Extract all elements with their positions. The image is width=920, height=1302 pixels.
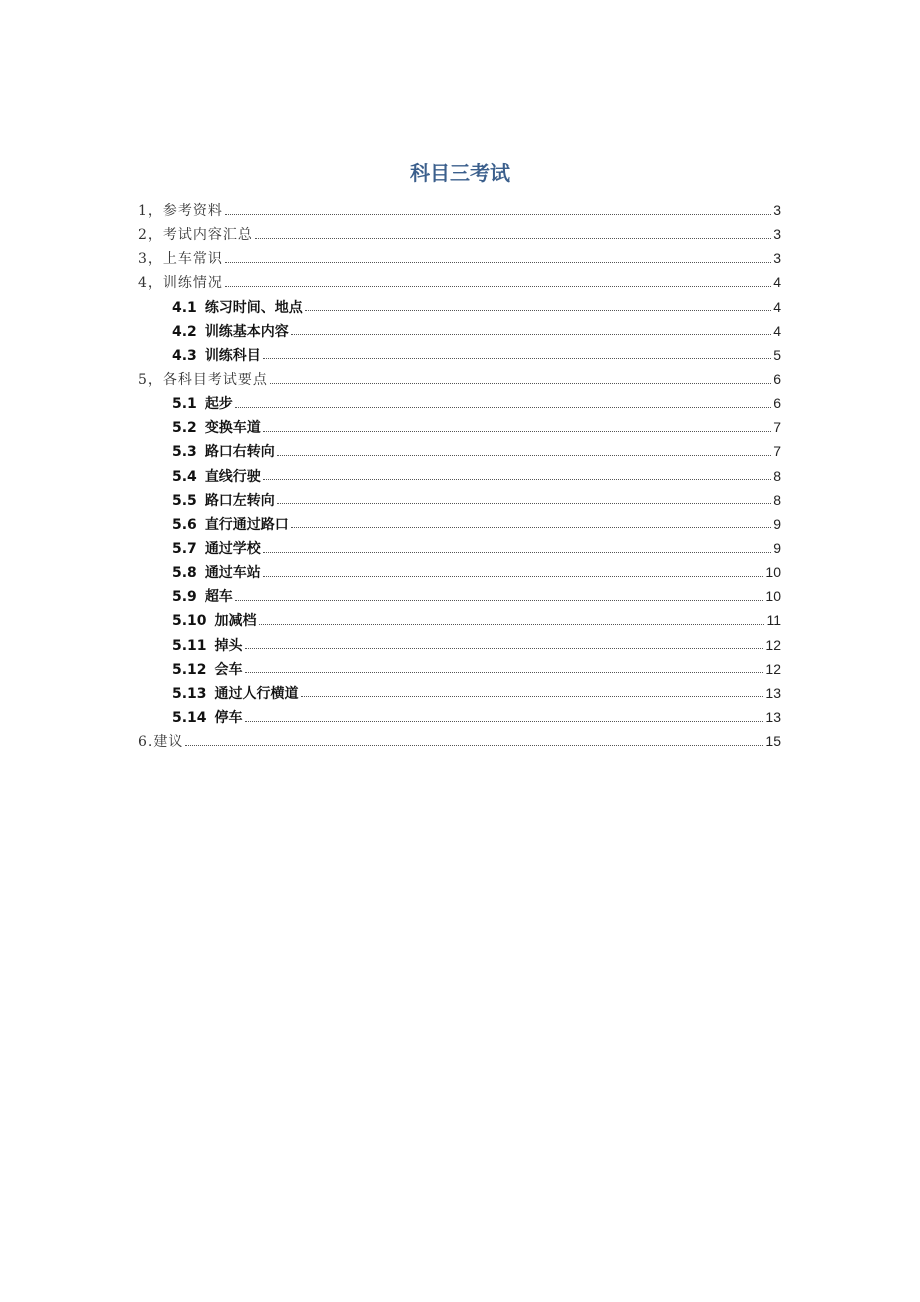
- toc-entry[interactable]: [138, 439, 781, 463]
- toc-entry[interactable]: [138, 415, 781, 439]
- toc-entry[interactable]: [138, 464, 781, 488]
- toc-entry-title: 直行通过路口: [204, 516, 289, 533]
- toc-entry-title: 训练情况: [162, 275, 223, 292]
- toc-page-number: 12: [765, 636, 781, 653]
- toc-entry[interactable]: [138, 512, 781, 536]
- toc-page-number: 6: [773, 395, 781, 412]
- toc-page-number: 3: [773, 202, 781, 218]
- toc-entry[interactable]: [138, 246, 781, 270]
- toc-entry-title: 直线行驶: [204, 468, 261, 485]
- toc-page-number: 9: [773, 539, 781, 556]
- toc-entry-number: 4.2: [172, 323, 197, 340]
- toc-entry-number: 5.5: [172, 492, 197, 509]
- toc-entry-number: 5.4: [172, 468, 197, 485]
- toc-dot-leader: [305, 310, 771, 311]
- toc-page-number: 13: [765, 708, 781, 725]
- toc-dot-leader: [263, 431, 771, 432]
- toc-entry-number: 5.7: [172, 540, 197, 557]
- toc-dot-leader: [277, 455, 771, 456]
- document-title: 科目三考试: [410, 161, 510, 185]
- toc-entry-number: 6.: [138, 734, 154, 751]
- toc-dot-leader: [263, 552, 771, 553]
- toc-entry-title: 加减档: [214, 613, 257, 630]
- toc-entry[interactable]: [138, 633, 781, 657]
- toc-entry-number: 4.1: [172, 299, 197, 316]
- toc-entry-title: 上车常识: [162, 251, 223, 268]
- toc-entry-title: 掉头: [214, 637, 243, 654]
- toc-entry-number: 5.14: [172, 709, 207, 726]
- toc-entry-title: 路口右转向: [204, 444, 275, 461]
- toc-entry-title: 各科目考试要点: [162, 371, 268, 388]
- toc-entry-number: 5.12: [172, 661, 207, 678]
- toc-page-number: 4: [773, 298, 781, 315]
- toc-entry[interactable]: [138, 391, 781, 415]
- toc-entry-number: 5.3: [172, 444, 197, 461]
- toc-entry-title: 路口左转向: [204, 492, 275, 509]
- toc-entry-title: 训练科目: [204, 347, 261, 364]
- toc-page-number: 10: [765, 564, 781, 581]
- toc-dot-leader: [235, 407, 771, 408]
- toc-page-number: 6: [773, 370, 781, 387]
- toc-entry-title: 通过学校: [204, 540, 261, 557]
- toc-page-number: 8: [773, 467, 781, 484]
- toc-dot-leader: [270, 383, 771, 384]
- toc-dot-leader: [301, 696, 764, 697]
- toc-page-number: 13: [765, 684, 781, 701]
- toc-entry-number: 4.3: [172, 347, 197, 364]
- toc-entry-number: 5.8: [172, 565, 197, 582]
- toc-entry-title: 通过车站: [204, 565, 261, 582]
- toc-entry[interactable]: [138, 608, 781, 632]
- toc-entry-title: 参考资料: [162, 203, 223, 219]
- toc-entry-title: 超车: [204, 589, 233, 606]
- toc-dot-leader: [245, 721, 764, 722]
- toc-entry-number: 5.10: [172, 613, 207, 630]
- toc-entry-number: 5.9: [172, 589, 197, 606]
- toc-dot-leader: [259, 624, 765, 625]
- toc-entry-number: 5.6: [172, 516, 197, 533]
- toc-page-number: 4: [773, 274, 781, 291]
- toc-entry[interactable]: [138, 681, 781, 705]
- toc-entry[interactable]: [138, 198, 781, 222]
- toc-entry-number: 2，: [138, 227, 163, 244]
- toc-dot-leader: [291, 527, 771, 528]
- toc-dot-leader: [255, 238, 771, 239]
- toc-page-number: 4: [773, 322, 781, 339]
- toc-entry-number: 1，: [138, 203, 163, 219]
- toc-dot-leader: [225, 214, 771, 215]
- toc-dot-leader: [277, 503, 771, 504]
- toc-page-number: 3: [773, 226, 781, 243]
- toc-entry-title: 停车: [214, 709, 243, 726]
- toc-dot-leader: [291, 334, 771, 335]
- table-of-contents: [138, 198, 781, 753]
- toc-entry-title: 通过人行横道: [214, 685, 299, 702]
- toc-dot-leader: [245, 648, 764, 649]
- toc-entry[interactable]: [138, 488, 781, 512]
- toc-page-number: 5: [773, 346, 781, 363]
- toc-entry[interactable]: [138, 560, 781, 584]
- toc-dot-leader: [263, 358, 771, 359]
- toc-page-number: 10: [765, 588, 781, 605]
- toc-entry-title: 起步: [204, 396, 233, 413]
- toc-entry[interactable]: [138, 729, 781, 753]
- toc-entry-title: 练习时间、地点: [204, 299, 303, 316]
- toc-entry[interactable]: [138, 343, 781, 367]
- toc-entry[interactable]: [138, 270, 781, 294]
- toc-entry[interactable]: [138, 536, 781, 560]
- toc-entry[interactable]: [138, 584, 781, 608]
- toc-dot-leader: [245, 672, 764, 673]
- toc-entry-number: 5，: [138, 371, 163, 388]
- toc-dot-leader: [185, 745, 763, 746]
- toc-page-number: 11: [766, 612, 781, 629]
- toc-entry[interactable]: [138, 657, 781, 681]
- toc-entry-number: 5.11: [172, 637, 207, 654]
- toc-entry-title: 考试内容汇总: [162, 227, 253, 244]
- toc-page-number: 12: [765, 660, 781, 677]
- toc-entry-title: 变换车道: [204, 420, 261, 437]
- toc-entry[interactable]: [138, 222, 781, 246]
- toc-page-number: 7: [773, 443, 781, 460]
- toc-entry-number: 4，: [138, 275, 163, 292]
- toc-entry[interactable]: [138, 705, 781, 729]
- toc-entry-number: 5.1: [172, 396, 197, 413]
- toc-entry[interactable]: [138, 319, 781, 343]
- toc-page-number: 3: [773, 250, 781, 267]
- toc-page-number: 7: [773, 419, 781, 436]
- toc-page-number: 9: [773, 515, 781, 532]
- toc-entry-title: 训练基本内容: [204, 323, 289, 340]
- toc-dot-leader: [263, 479, 771, 480]
- toc-entry-title: 会车: [214, 661, 243, 678]
- toc-page-number: 15: [765, 733, 781, 750]
- toc-entry-number: 5.2: [172, 420, 197, 437]
- toc-entry[interactable]: [138, 367, 781, 391]
- toc-entry[interactable]: [138, 295, 781, 319]
- toc-dot-leader: [235, 600, 764, 601]
- toc-dot-leader: [225, 262, 771, 263]
- toc-page-number: 8: [773, 491, 781, 508]
- toc-dot-leader: [225, 286, 771, 287]
- toc-entry-number: 5.13: [172, 685, 207, 702]
- toc-entry-title: 建议: [153, 734, 184, 751]
- toc-entry-number: 3，: [138, 251, 163, 268]
- toc-dot-leader: [263, 576, 764, 577]
